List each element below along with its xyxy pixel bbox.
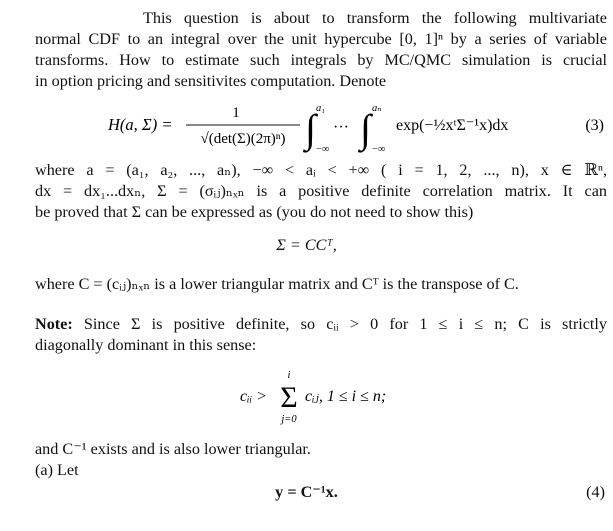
sigma-equation: Σ = CCᵀ, — [276, 236, 337, 254]
eq3-integral-n-upper: aₙ — [372, 103, 382, 114]
eq3-fraction-numerator: 1 — [232, 105, 240, 121]
sum-rhs: cᵢⱼ, 1 ≤ i ≤ n; — [305, 388, 387, 405]
sum-upper-limit: i — [287, 370, 291, 381]
where-c-line: where C = (cᵢⱼ)ₙₓₙ is a lower triangular matrix and Cᵀ is the transpose of C. — [35, 275, 519, 293]
note-line-1 — [35, 314, 607, 335]
sum-lhs: cᵢᵢ > — [240, 388, 267, 405]
eq3-integral-1-upper: a₁ — [316, 103, 325, 114]
equation-4: y = C⁻¹x. — [275, 483, 338, 501]
eq3-lhs: H(a, Σ) = — [108, 115, 173, 134]
eq3-dots: ··· — [333, 119, 349, 136]
eq3-integral-1: ∫ — [305, 106, 316, 151]
intro-line-4: in option pricing and sensitivites computation. Denote — [35, 72, 387, 90]
intro-line-3: transforms. How to estimate such integrals by MC/QMC simulation is crucial — [35, 51, 607, 69]
where-line-3: be proved that Σ can be expressed as (you do not need to show this) — [35, 203, 474, 221]
and-line: and C⁻¹ exists and is also lower triangular. — [35, 440, 311, 458]
eq4-number: (4) — [586, 483, 605, 501]
eq3-fraction-denominator: √(det(Σ)(2π)ⁿ) — [200, 131, 286, 147]
part-a-label: (a) Let — [35, 461, 79, 479]
eq3-number: (3) — [585, 117, 604, 134]
intro-line-1: This question is about to transform the following multivariate — [143, 9, 607, 27]
note-line-2: diagonally dominant in this sense: — [35, 336, 257, 354]
eq3-integral-n-lower: −∞ — [372, 144, 386, 155]
summation-inequality — [0, 367, 613, 427]
where-line-1: where a = (a₁, a₂, ..., aₙ), −∞ < aᵢ < +∞ ( i = 1, 2, ..., n), x ∈ ℝⁿ, — [35, 161, 607, 179]
note-label: Note: — [35, 315, 73, 333]
note-text-1: Since Σ is positive definite, so cᵢᵢ > 0 for 1 ≤ i ≤ n; C is strictly — [83, 315, 608, 333]
eq3-integral-n: ∫ — [360, 106, 371, 151]
sum-lower-limit: j=0 — [281, 414, 297, 425]
sum-sigma: Σ — [280, 381, 298, 414]
where-line-2: dx = dx₁...dxₙ, Σ = (σᵢⱼ)ₙₓₙ is a positive definite correlation matrix. It can — [35, 182, 607, 200]
eq3-integrand: exp(−½xᵗΣ⁻¹x)dx — [396, 117, 509, 134]
equation-3 — [0, 96, 613, 156]
intro-line-2: normal CDF to an integral over the unit hypercube [0, 1]ⁿ by a series of variable — [35, 30, 607, 48]
eq3-integral-1-lower: −∞ — [316, 144, 330, 155]
